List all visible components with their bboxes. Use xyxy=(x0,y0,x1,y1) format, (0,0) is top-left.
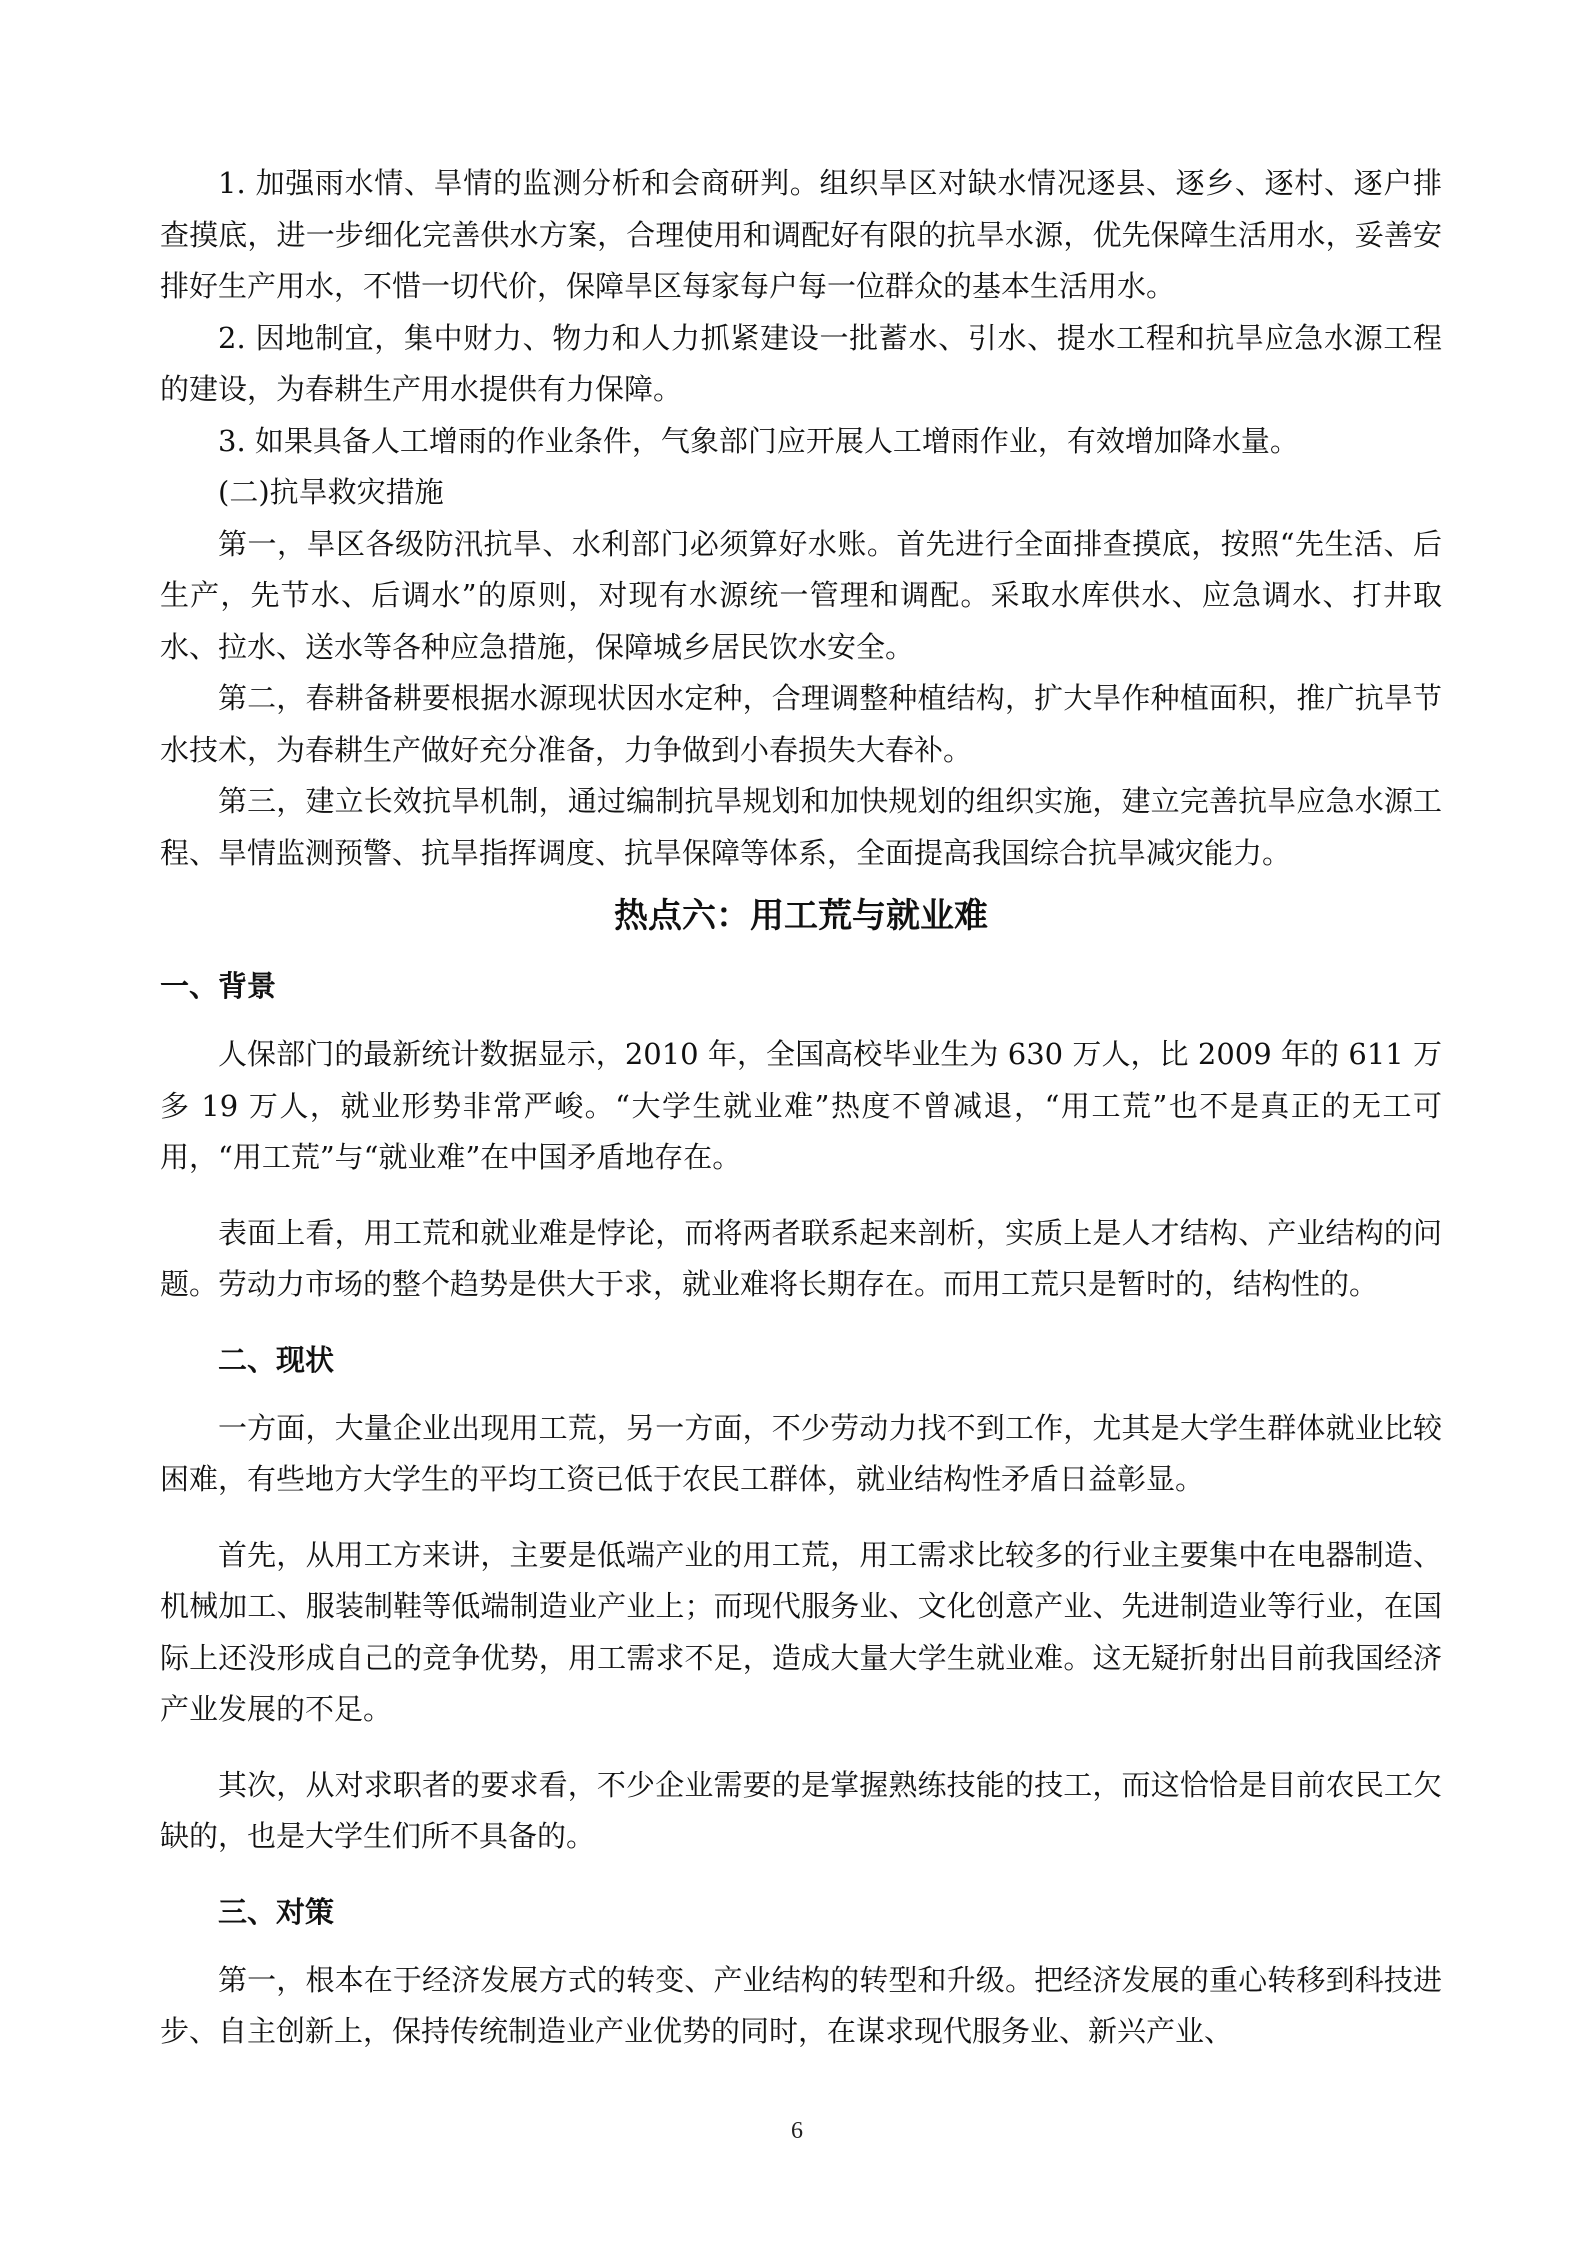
hotspot-title: 热点六：用工荒与就业难 xyxy=(614,896,988,936)
paragraph-background-2: 表面上看，用工荒和就业难是悖论，而将两者联系起来剖析，实质上是人才结构、产业结构的问题。劳动力市场的整个趋势是供大于求，就业难将长期存在。而用工荒只是暂时的，结构性的。 xyxy=(160,1215,1442,1301)
paragraph-measure-3: 3. 如果具备人工增雨的作业条件，气象部门应开展人工增雨作业，有效增加降水量。 xyxy=(218,423,1299,458)
paragraph-status-1: 一方面，大量企业出现用工荒，另一方面，不少劳动力找不到工作，尤其是大学生群体就业比较困难，有些地方大学生的平均工资已低于农民工群体，就业结构性矛盾日益彰显。 xyxy=(160,1410,1442,1496)
paragraph-countermeasures-1: 第一，根本在于经济发展方式的转变、产业结构的转型和升级。把经济发展的重心转移到科技进步、自主创新上，保持传统制造业产业优势的同时，在谋求现代服务业、新兴产业、 xyxy=(160,1962,1442,2048)
section-heading-status: 二、现状 xyxy=(218,1342,335,1377)
paragraph-background-1: 人保部门的最新统计数据显示，2010 年，全国高校毕业生为 630 万人，比 2009 年的 611 万多 19 万人，就业形势非常严峻。“大学生就业难”热度不曾减退，“用工荒”也不是真正的无工可用，“用工荒”与“就业难”在中国矛盾地存在。 xyxy=(160,1037,1442,1174)
page-number: 6 xyxy=(791,2118,803,2144)
paragraph-relief-third: 第三，建立长效抗旱机制，通过编制抗旱规划和加快规划的组织实施，建立完善抗旱应急水源工程、旱情监测预警、抗旱指挥调度、抗旱保障等体系，全面提高我国综合抗旱减灾能力。 xyxy=(160,784,1442,870)
subheading-drought-relief: (二)抗旱救灾措施 xyxy=(218,475,444,509)
section-heading-background: 一、背景 xyxy=(160,969,277,1003)
section-heading-countermeasures: 三、对策 xyxy=(218,1894,335,1929)
paragraph-relief-second: 第二，春耕备耕要根据水源现状因水定种，合理调整种植结构，扩大旱作种植面积，推广抗旱节水技术，为春耕生产做好充分准备，力争做到小春损失大春补。 xyxy=(160,681,1442,767)
page-content xyxy=(160,158,1442,2058)
paragraph-status-3: 其次，从对求职者的要求看，不少企业需要的是掌握熟练技能的技工，而这恰恰是目前农民工欠缺的，也是大学生们所不具备的。 xyxy=(160,1767,1442,1853)
paragraph-status-2: 首先，从用工方来讲，主要是低端产业的用工荒，用工需求比较多的行业主要集中在电器制造、机械加工、服装制鞋等低端制造业产业上；而现代服务业、文化创意产业、先进制造业等行业，在国际上还没形成自己的竞争优势，用工需求不足，造成大量大学生就业难。这无疑折射出目前我国经济产业发展的不足。 xyxy=(160,1537,1442,1726)
paragraph-measure-1: 1. 加强雨水情、旱情的监测分析和会商研判。组织旱区对缺水情况逐县、逐乡、逐村、逐户排查摸底，进一步细化完善供水方案，合理使用和调配好有限的抗旱水源，优先保障生活用水，妥善安排好生产用水，不惜一切代价，保障旱区每家每户每一位群众的基本生活用水。 xyxy=(160,166,1442,303)
paragraph-relief-first: 第一，旱区各级防汛抗旱、水利部门必须算好水账。首先进行全面排查摸底，按照“先生活、后生产，先节水、后调水”的原则，对现有水源统一管理和调配。采取水库供水、应急调水、打井取水、拉水、送水等各种应急措施，保障城乡居民饮水安全。 xyxy=(160,526,1442,664)
paragraph-measure-2: 2. 因地制宜，集中财力、物力和人力抓紧建设一批蓄水、引水、提水工程和抗旱应急水源工程的建设，为春耕生产用水提供有力保障。 xyxy=(160,320,1442,406)
